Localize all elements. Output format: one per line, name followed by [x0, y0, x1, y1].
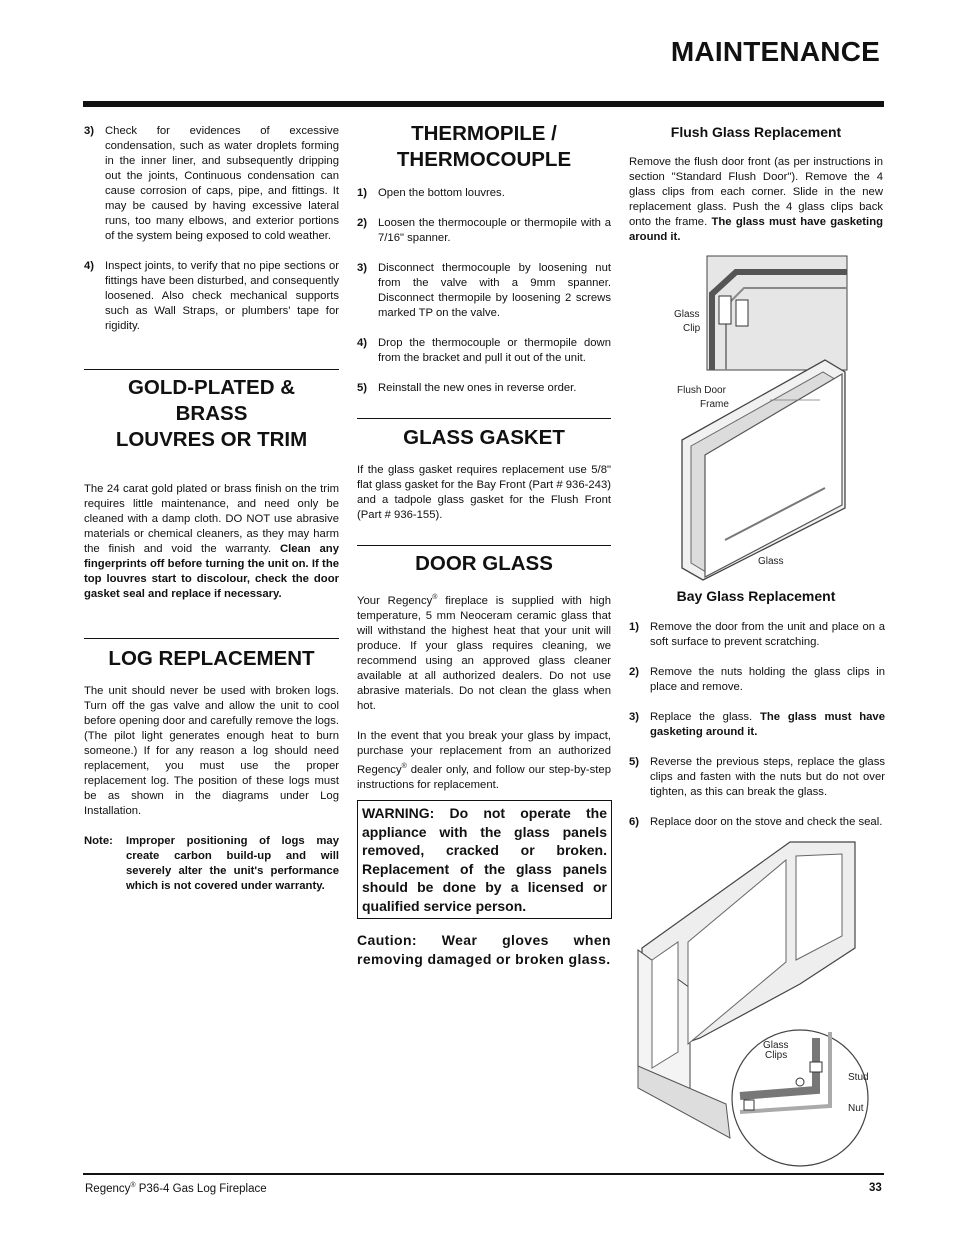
item-text: [650, 710, 885, 740]
bay-left-glass: [652, 942, 678, 1068]
item-text: Replace door on the stove and check the seal.: [650, 816, 883, 828]
item-number: 3): [84, 125, 95, 137]
list-item: [357, 336, 611, 366]
item-number: 2): [629, 666, 640, 678]
fig1-label-flush-door: Flush Door: [677, 385, 726, 396]
text-run: Replace the glass.: [650, 711, 760, 723]
list-item: [357, 261, 611, 321]
item-number: 3): [357, 262, 368, 274]
section-heading-log-replacement: LOG REPLACEMENT: [108, 647, 315, 670]
note: [84, 834, 339, 894]
gold-text-plain: The 24 carat gold plated or brass finish on the trim requires little maintenance, and need only be cleaned with a damp cloth. DO NOT use abrasive materials or chemical cleaners, as they may harm the finish and void the warranty.: [84, 483, 339, 555]
warning-box: WARNING: Do not operate the appliance with the glass panels removed, cracked or broken. Replacement of the glass panels should be done by a licensed or qualified service person.: [357, 800, 612, 919]
section-heading-door-glass: DOOR GLASS: [415, 552, 553, 575]
heading-line: GOLD-PLATED &: [127, 376, 296, 399]
flush-glass-heading: Flush Glass Replacement: [670, 124, 842, 140]
text-run: dealer only, and follow our step-by-step instructions for replacement.: [357, 763, 611, 791]
item-text: Remove the nuts holding the glass clips in place and remove.: [650, 666, 885, 693]
gold-section-body: [84, 482, 339, 602]
section-heading-glass-gasket: GLASS GASKET: [403, 426, 565, 449]
list-item: [84, 124, 339, 244]
header-rule: [83, 101, 884, 107]
registered-mark: ®: [130, 1182, 136, 1189]
flush-glass-body: [629, 155, 883, 245]
text-run: In the event that you break your glass by impact, purchase your replacement from an authorized Regency: [357, 729, 611, 776]
registered-mark: ®: [432, 594, 438, 601]
list-item: [357, 186, 611, 201]
bay-glass-steps: [629, 620, 885, 830]
item-text: Disconnect thermocouple by loosening nut from the valve with a 9mm spanner. Disconnect thermopile by loosening 2 screws marked TP on the valve.: [378, 262, 611, 319]
text-run: fireplace is supplied with high temperature, 5 mm Neoceram ceramic glass that will withstand the highest heat that your unit will produce. If your glass requires cleaning, we recommend using an approved glass cleaner available at all authorized dealers. Do not use abrasive materials. Do not clean the glass when hot.: [357, 594, 611, 712]
list-item: [629, 620, 885, 650]
page-number: 33: [869, 1182, 882, 1194]
detail-clip: [744, 1100, 754, 1110]
text-run-bold: The glass must have gasketing around it.: [629, 216, 883, 243]
item-text: Remove the door from the unit and place on a soft surface to prevent scratching.: [650, 621, 885, 648]
page-title: MAINTENANCE: [670, 36, 880, 67]
log-text: The unit should never be used with broken logs. Turn off the gas valve and allow the unit to cool before opening door and carefully remove the logs. (The pilot light generates enough heat to burn someone.) If for any reason a log should need replacement, you must use the proper replacement log. The position of these logs must be as shown in the diagrams under Log Installation.: [84, 685, 339, 817]
fig1-label-clip: Clip: [683, 323, 701, 334]
text-run: Remove the flush door front (as per instructions in section "Standard Flush Door"). Remove the 4 glass clips from each corner. Slide in the new replacement glass. Push the 4 glass clips back onto the frame.: [629, 156, 883, 228]
footer-brand: Regency: [85, 1182, 131, 1195]
note-label: Note:: [84, 835, 113, 847]
heading-line: BRASS: [175, 402, 248, 425]
gold-text: [84, 482, 339, 602]
item-text: Reverse the previous steps, replace the glass clips and fasten with the nuts but do not over tighten, as this can break the glass.: [650, 756, 885, 798]
fig2-label-nut: Nut: [848, 1103, 864, 1114]
section-divider: [357, 418, 611, 419]
list-item: [629, 755, 885, 800]
item-text: Open the bottom louvres.: [378, 187, 505, 199]
fig1-label-glass: Glass: [674, 309, 700, 320]
section-heading-thermopile: [357, 121, 611, 173]
footer-model: P36-4 Gas Log Fireplace: [135, 1182, 267, 1195]
fig2-label-stud: Stud: [848, 1072, 869, 1083]
gasket-body: [357, 463, 611, 523]
door-text-2: [357, 729, 611, 793]
detail-stud: [796, 1078, 804, 1086]
bay-door-diagram: [630, 838, 869, 1168]
fig2-label-clips: Clips: [765, 1050, 788, 1061]
item-number: 3): [629, 711, 640, 723]
flush-text: [629, 155, 883, 245]
item-text: Loosen the thermocouple or thermopile with a 7/16" spanner.: [378, 217, 611, 244]
glass-clip-shape: [736, 300, 748, 326]
fig1-label-frame: Frame: [700, 399, 729, 410]
thermo-steps: [357, 186, 611, 396]
detail-nut: [810, 1062, 822, 1072]
item-text: Check for evidences of excessive condensation, such as water droplets forming in the inner liner, and subsequently dripping out the joints, Continuous condensation can cause corrosion of caps, pipe, and fittings. It may be caused by having excessive lateral runs, too many elbows, and exterior portions of the system being exposed to cold weather.: [105, 125, 339, 242]
bay-glass-heading: Bay Glass Replacement: [676, 588, 836, 604]
item-text: Drop the thermocouple or thermopile down from the bracket and pull it out of the unit.: [378, 337, 611, 364]
item-number: 5): [357, 382, 368, 394]
list-item: [629, 815, 885, 830]
registered-mark: ®: [401, 762, 407, 770]
item-number: 4): [357, 337, 368, 349]
item-number: 2): [357, 217, 368, 229]
gasket-text: If the glass gasket requires replacement use 5/8" flat glass gasket for the Bay Front (Part # 936-243) and a tadpole glass gasket for the Flush Front (Part # 936-155).: [357, 464, 611, 521]
list-item: [357, 216, 611, 246]
section-divider: [84, 369, 339, 370]
list-item: [84, 259, 339, 334]
fig1-label-glass-bottom: Glass: [758, 556, 784, 567]
note-text: Improper positioning of logs may create carbon build-up and will severely alter the unit's performance which is not covered under warranty.: [126, 835, 339, 892]
footer-product: [85, 1182, 267, 1195]
item-number: 6): [629, 816, 640, 828]
list-item: [629, 665, 885, 695]
item-number: 1): [357, 187, 368, 199]
item-text: Reinstall the new ones in reverse order.: [378, 382, 577, 394]
fig2-label-glass: Glass: [763, 1040, 789, 1051]
section-divider: [357, 545, 611, 546]
item-text: Inspect joints, to verify that no pipe sections or fittings have been disturbed, and consequently loosened. Also check mechanical supports such as Wall Straps, or plumbers' tape for rigidity.: [105, 260, 339, 332]
heading-line: LOUVRES OR TRIM: [115, 428, 308, 451]
list-item: [629, 710, 885, 740]
footer-rule: [83, 1173, 884, 1175]
section-divider: [84, 638, 339, 639]
text-run-bold: The glass must have gasketing around it.: [650, 711, 885, 738]
heading-line: THERMOPILE /: [411, 122, 557, 145]
caution-text: Caution: Wear gloves when removing damaged or broken glass.: [357, 932, 611, 967]
item-number: 5): [629, 756, 640, 768]
heading-line: THERMOCOUPLE: [396, 148, 572, 171]
left-column: [84, 124, 339, 334]
log-section-body: [84, 684, 339, 894]
item-number: 1): [629, 621, 640, 633]
flush-door-diagram: [640, 250, 855, 580]
text-run: Your Regency: [357, 594, 433, 607]
glass-clip-shape: [719, 296, 731, 324]
gold-text-bold: Clean any fingerprints off before turning the unit on. If the top louvres start to discolour, check the door gasket seal and replace if necessary.: [84, 543, 339, 600]
door-text-1: [357, 590, 611, 714]
item-number: 4): [84, 260, 95, 272]
door-glass-body: [357, 590, 611, 793]
section-heading-gold-plated: [84, 375, 339, 453]
list-item: [357, 381, 611, 396]
